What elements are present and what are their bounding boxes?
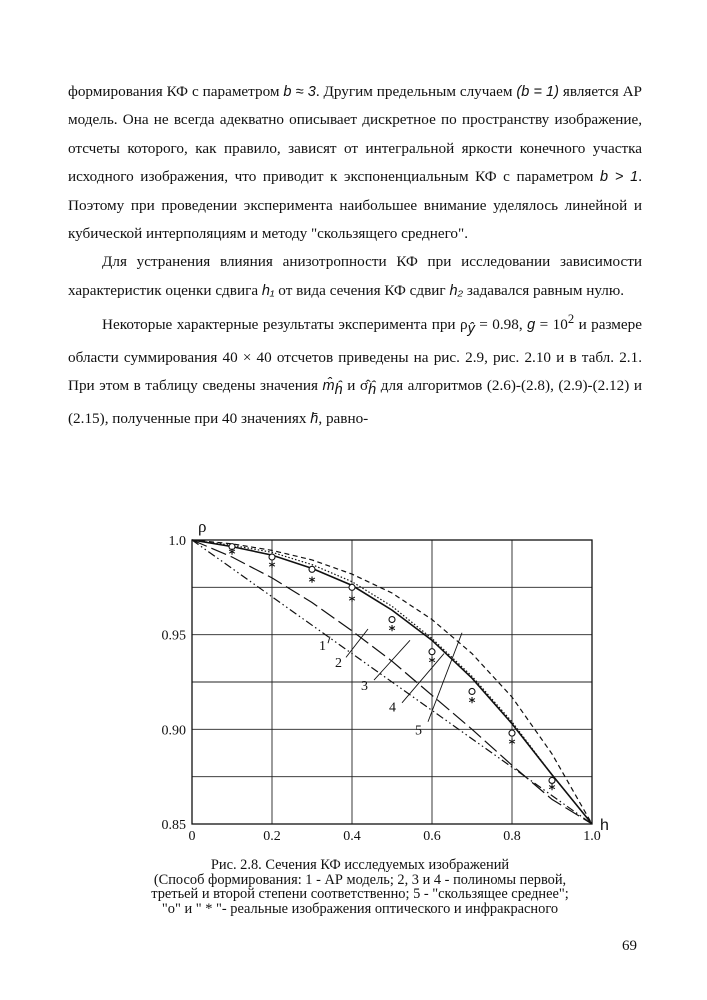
paragraph-3	[68, 305, 642, 433]
formula: h₁	[261, 282, 275, 299]
curve-label-5: 5	[415, 723, 422, 739]
star-marker: *	[468, 695, 476, 711]
star-marker: *	[428, 656, 436, 672]
page-number: 69	[622, 938, 637, 954]
circle-marker	[269, 554, 275, 560]
caption-text: "- реальные изображения оптического и инфракрасного	[212, 900, 559, 917]
formula: b ≈ 3	[283, 84, 316, 100]
formula: h̄	[310, 410, 319, 427]
paragraph-2	[68, 248, 642, 305]
text-run: и	[342, 377, 360, 395]
caption-text: "о" и "	[161, 900, 206, 917]
x-tick-label: 0.6	[423, 829, 441, 844]
x-tick-label: 0.4	[343, 829, 361, 844]
star-marker: *	[268, 560, 276, 576]
star-marker: *	[308, 575, 316, 591]
y-axis-label: ρ	[198, 517, 207, 536]
formula: = 10	[535, 316, 568, 334]
star-marker: *	[228, 547, 236, 563]
x-tick-label: 1.0	[583, 829, 601, 844]
paragraph-1	[68, 78, 642, 248]
text-run: формирования КФ с параметром	[68, 83, 284, 100]
star-marker: *	[508, 737, 516, 753]
circle-marker	[309, 566, 315, 572]
text-run: задавался равным нулю.	[463, 281, 625, 299]
leader-line-2	[346, 629, 368, 657]
x-tick-label: 0.2	[263, 829, 281, 844]
curve-label-1: 1	[319, 639, 326, 655]
x-tick-label: 0	[188, 829, 196, 844]
formula-subscript: ĥ	[368, 382, 377, 399]
leader-line-5	[428, 633, 462, 722]
circle-marker	[469, 688, 475, 694]
curve-label-4: 4	[389, 700, 396, 716]
formula-subscript: ŷ	[467, 321, 475, 338]
curve-label-3: 3	[361, 678, 368, 694]
formula: = 0.98	[474, 316, 519, 334]
caption-line	[120, 902, 600, 917]
circle-marker	[389, 617, 395, 623]
circle-marker	[349, 584, 355, 590]
formula: g	[527, 317, 536, 334]
formula: m̂	[322, 378, 335, 395]
formula: ρ	[460, 316, 468, 334]
text-run: Некоторые характерные результаты эксперимента при	[102, 316, 460, 334]
curve-label-2: 2	[335, 656, 342, 672]
text-run: от вида сечения КФ сдвиг	[274, 281, 450, 299]
formula-superscript: 2	[567, 312, 575, 327]
y-tick-label: 0.85	[161, 818, 186, 833]
text-run: , равно-	[318, 409, 369, 427]
caption-line: третьей и второй степени соответственно; 5 - "скользящее среднее";	[151, 886, 569, 903]
formula: σ̂	[359, 377, 369, 395]
text-run: Для устранения влияния анизотропности КФ при исследовании зависимости характеристик оценки сдвига	[68, 253, 642, 299]
y-tick-label: 1.0	[168, 534, 186, 549]
star-marker: *	[348, 594, 356, 610]
leader-line-3	[374, 640, 410, 680]
caption-line: Рис. 2.8. Сечения КФ исследуемых изображений	[210, 857, 510, 873]
text-run: . Поэтому при проведении эксперимента наибольшее внимание уделялось линейной и кубической интерполяциям и методу "скользящего среднего".	[68, 168, 642, 243]
text-run: и размере области суммирования 40 × 40 отсчетов приведены на рис. 2.9, рис. 2.10 и в табл. 2.1. При этом в таблицу сведены значения	[68, 316, 642, 395]
text-run: . Другим предельным случаем	[315, 83, 517, 100]
figure-caption	[120, 858, 600, 916]
x-axis-label: h	[600, 817, 609, 834]
text-run: является АР модель. Она не всегда адекватно описывает дискретное по пространству изображение, отсчеты которого, как правило, зависят от интегральной яркости конечного участка исходного изображения, что приводит к экспоненциальным КФ с параметром	[68, 83, 643, 186]
circle-marker	[509, 730, 515, 736]
star-marker: *	[388, 623, 396, 639]
caption-line: (Способ формирования: 1 - АР модель; 2, 3 и 4 - полиномы первой,	[153, 871, 567, 888]
star-marker: *	[548, 783, 556, 799]
body-text	[68, 78, 642, 433]
leader-line-1	[328, 637, 330, 644]
y-tick-label: 0.95	[161, 628, 186, 644]
y-tick-label: 0.90	[161, 723, 186, 739]
x-tick-label: 0.8	[503, 829, 521, 844]
text-run: для алгоритмов (2.6)-(2.8), (2.9)-(2.12) и (2.15), полученные при 40 значениях	[68, 377, 642, 427]
formula-subscript: ĥ	[334, 382, 343, 399]
star-symbol: *	[205, 900, 213, 917]
formula: b > 1	[599, 169, 639, 186]
formula: h₂	[449, 282, 464, 299]
correlation-function-chart	[150, 515, 610, 845]
text-run: ,	[518, 316, 528, 334]
formula: (b = 1)	[516, 84, 559, 100]
circle-marker	[429, 649, 435, 655]
